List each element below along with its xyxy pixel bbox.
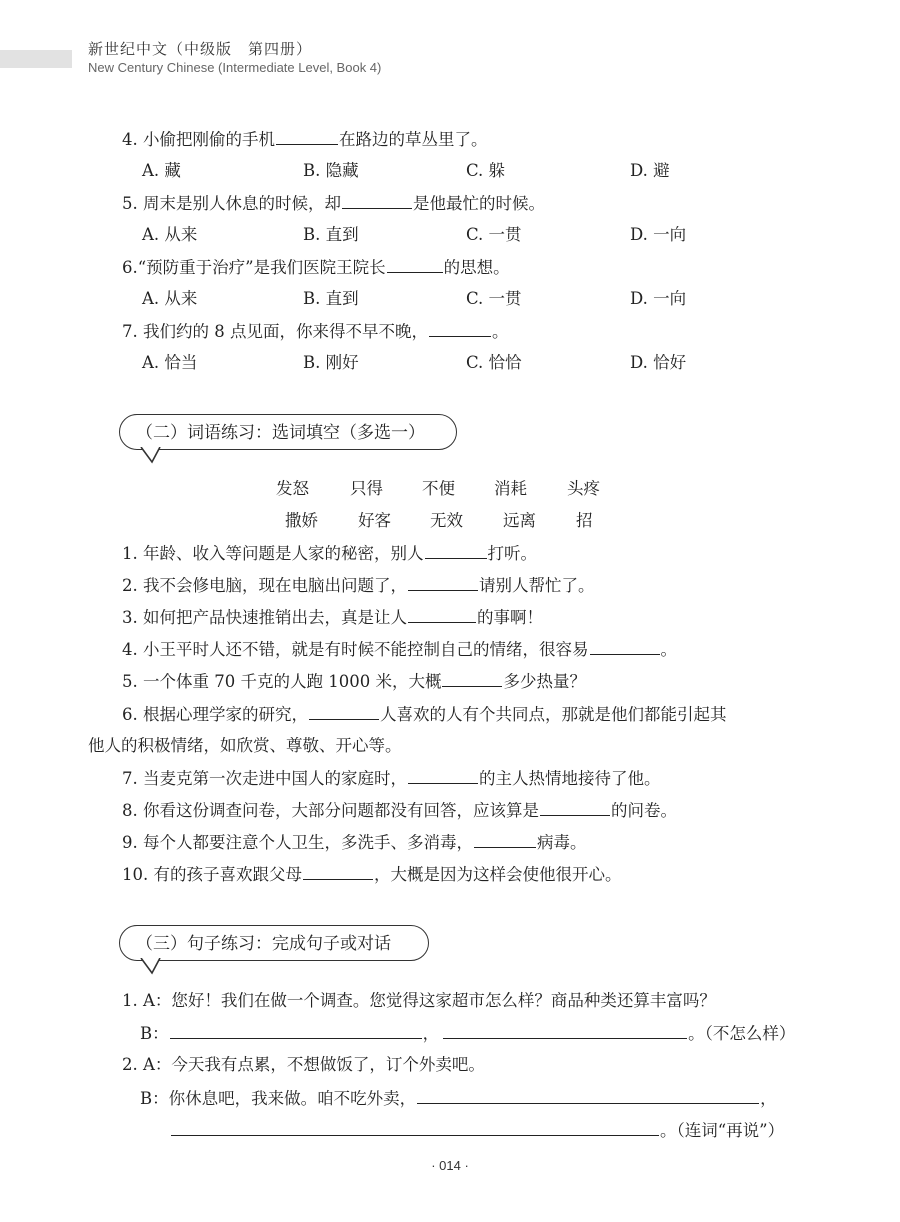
- option-c[interactable]: C. 一贯: [466, 289, 522, 308]
- word-bank-item: 撒娇: [285, 511, 318, 530]
- answer-blank[interactable]: [408, 574, 478, 591]
- question-4: 4. 小偷把刚偷的手机 在路边的草丛里了。: [122, 130, 488, 149]
- answer-blank[interactable]: [443, 1022, 687, 1039]
- dialogue-1-b: B： ， 。（不怎么样）: [140, 1024, 796, 1043]
- option-c[interactable]: C. 一贯: [466, 225, 522, 244]
- option-b[interactable]: B. 直到: [303, 225, 359, 244]
- option-d[interactable]: D. 一向: [630, 289, 687, 308]
- answer-blank[interactable]: [540, 799, 610, 816]
- word-bank-item: 好客: [358, 511, 391, 530]
- answer-blank[interactable]: [171, 1119, 659, 1136]
- answer-blank[interactable]: [429, 320, 491, 337]
- option-a[interactable]: A. 从来: [142, 289, 198, 308]
- answer-blank[interactable]: [408, 606, 476, 623]
- option-a[interactable]: A. 从来: [142, 225, 198, 244]
- fill-item-3: 3. 如何把产品快速推销出去，真是让人 的事啊！: [122, 608, 543, 627]
- section-title-vocabulary: （二）词语练习：选词填空（多选一）: [119, 414, 457, 450]
- option-a[interactable]: A. 恰当: [142, 353, 198, 372]
- fill-item-2: 2. 我不会修电脑，现在电脑出问题了， 请别人帮忙了。: [122, 576, 595, 595]
- word-bank-item: 消耗: [494, 479, 527, 498]
- answer-blank[interactable]: [474, 831, 536, 848]
- answer-blank[interactable]: [303, 863, 373, 880]
- word-bank-item: 不便: [422, 479, 455, 498]
- page-number: · 014 ·: [431, 1158, 469, 1173]
- answer-blank[interactable]: [417, 1087, 759, 1104]
- word-bank-item: 只得: [350, 479, 383, 498]
- fill-item-9: 9. 每个人都要注意个人卫生，多洗手、多消毒， 病毒。: [122, 833, 587, 852]
- answer-blank[interactable]: [408, 767, 478, 784]
- fill-item-6-continuation: 他人的积极情绪，如欣赏、尊敬、开心等。: [88, 736, 402, 755]
- dialogue-1-a: 1. A：您好！我们在做一个调查。您觉得这家超市怎么样？商品种类还算丰富吗？: [122, 991, 716, 1010]
- header-accent-bar: [0, 50, 72, 68]
- fill-item-5: 5. 一个体重 70 千克的人跑 1000 米，大概 多少热量？: [122, 672, 586, 691]
- fill-item-7: 7. 当麦克第一次走进中国人的家庭时， 的主人热情地接待了他。: [122, 769, 661, 788]
- dialogue-2-a: 2. A：今天我有点累，不想做饭了，订个外卖吧。: [122, 1055, 485, 1074]
- option-b[interactable]: B. 直到: [303, 289, 359, 308]
- answer-blank[interactable]: [442, 670, 502, 687]
- option-d[interactable]: D. 避: [630, 161, 670, 180]
- word-bank-item: 发怒: [276, 479, 309, 498]
- book-title-chinese: 新世纪中文（中级版 第四册）: [88, 40, 313, 58]
- fill-item-6: 6. 根据心理学家的研究， 人喜欢的人有个共同点，那就是他们都能引起其: [122, 705, 727, 724]
- dialogue-2-b: B：你休息吧，我来做。咱不吃外卖， ，: [140, 1089, 777, 1108]
- fill-item-1: 1. 年龄、收入等问题是人家的秘密，别人 打听。: [122, 544, 537, 563]
- answer-blank[interactable]: [387, 256, 443, 273]
- dialogue-2-continuation: 。（连词“再说”）: [170, 1119, 784, 1142]
- answer-blank[interactable]: [170, 1022, 422, 1039]
- book-title-english: New Century Chinese (Intermediate Level, Book 4): [88, 60, 382, 75]
- word-bank-item: 无效: [430, 511, 463, 530]
- question-7: 7. 我们约的 8 点见面，你来得不早不晚， 。: [122, 322, 509, 341]
- option-c[interactable]: C. 恰恰: [466, 353, 522, 372]
- option-b[interactable]: B. 刚好: [303, 353, 359, 372]
- speech-bubble-tail: [140, 447, 164, 465]
- answer-blank[interactable]: [342, 192, 412, 209]
- answer-blank[interactable]: [425, 542, 487, 559]
- fill-item-8: 8. 你看这份调查问卷，大部分问题都没有回答，应该算是 的问卷。: [122, 801, 677, 820]
- option-a[interactable]: A. 藏: [142, 161, 181, 180]
- answer-blank[interactable]: [309, 703, 379, 720]
- speech-bubble-tail: [140, 958, 164, 976]
- fill-item-10: 10. 有的孩子喜欢跟父母 ，大概是因为这样会使他很开心。: [122, 865, 622, 884]
- option-b[interactable]: B. 隐藏: [303, 161, 359, 180]
- question-5: 5. 周末是别人休息的时候，却 是他最忙的时候。: [122, 194, 545, 213]
- fill-item-4: 4. 小王平时人还不错，就是有时候不能控制自己的情绪，很容易 。: [122, 640, 677, 659]
- option-d[interactable]: D. 一向: [630, 225, 687, 244]
- word-bank-item: 头疼: [567, 479, 600, 498]
- option-d[interactable]: D. 恰好: [630, 353, 687, 372]
- option-c[interactable]: C. 躲: [466, 161, 506, 180]
- word-bank-item: 远离: [503, 511, 536, 530]
- word-bank-item: 招: [576, 511, 593, 530]
- question-6: 6.“预防重于治疗”是我们医院王院长 的思想。: [122, 258, 510, 277]
- answer-blank[interactable]: [590, 638, 660, 655]
- section-title-sentences: （三）句子练习：完成句子或对话: [119, 925, 429, 961]
- answer-blank[interactable]: [276, 128, 338, 145]
